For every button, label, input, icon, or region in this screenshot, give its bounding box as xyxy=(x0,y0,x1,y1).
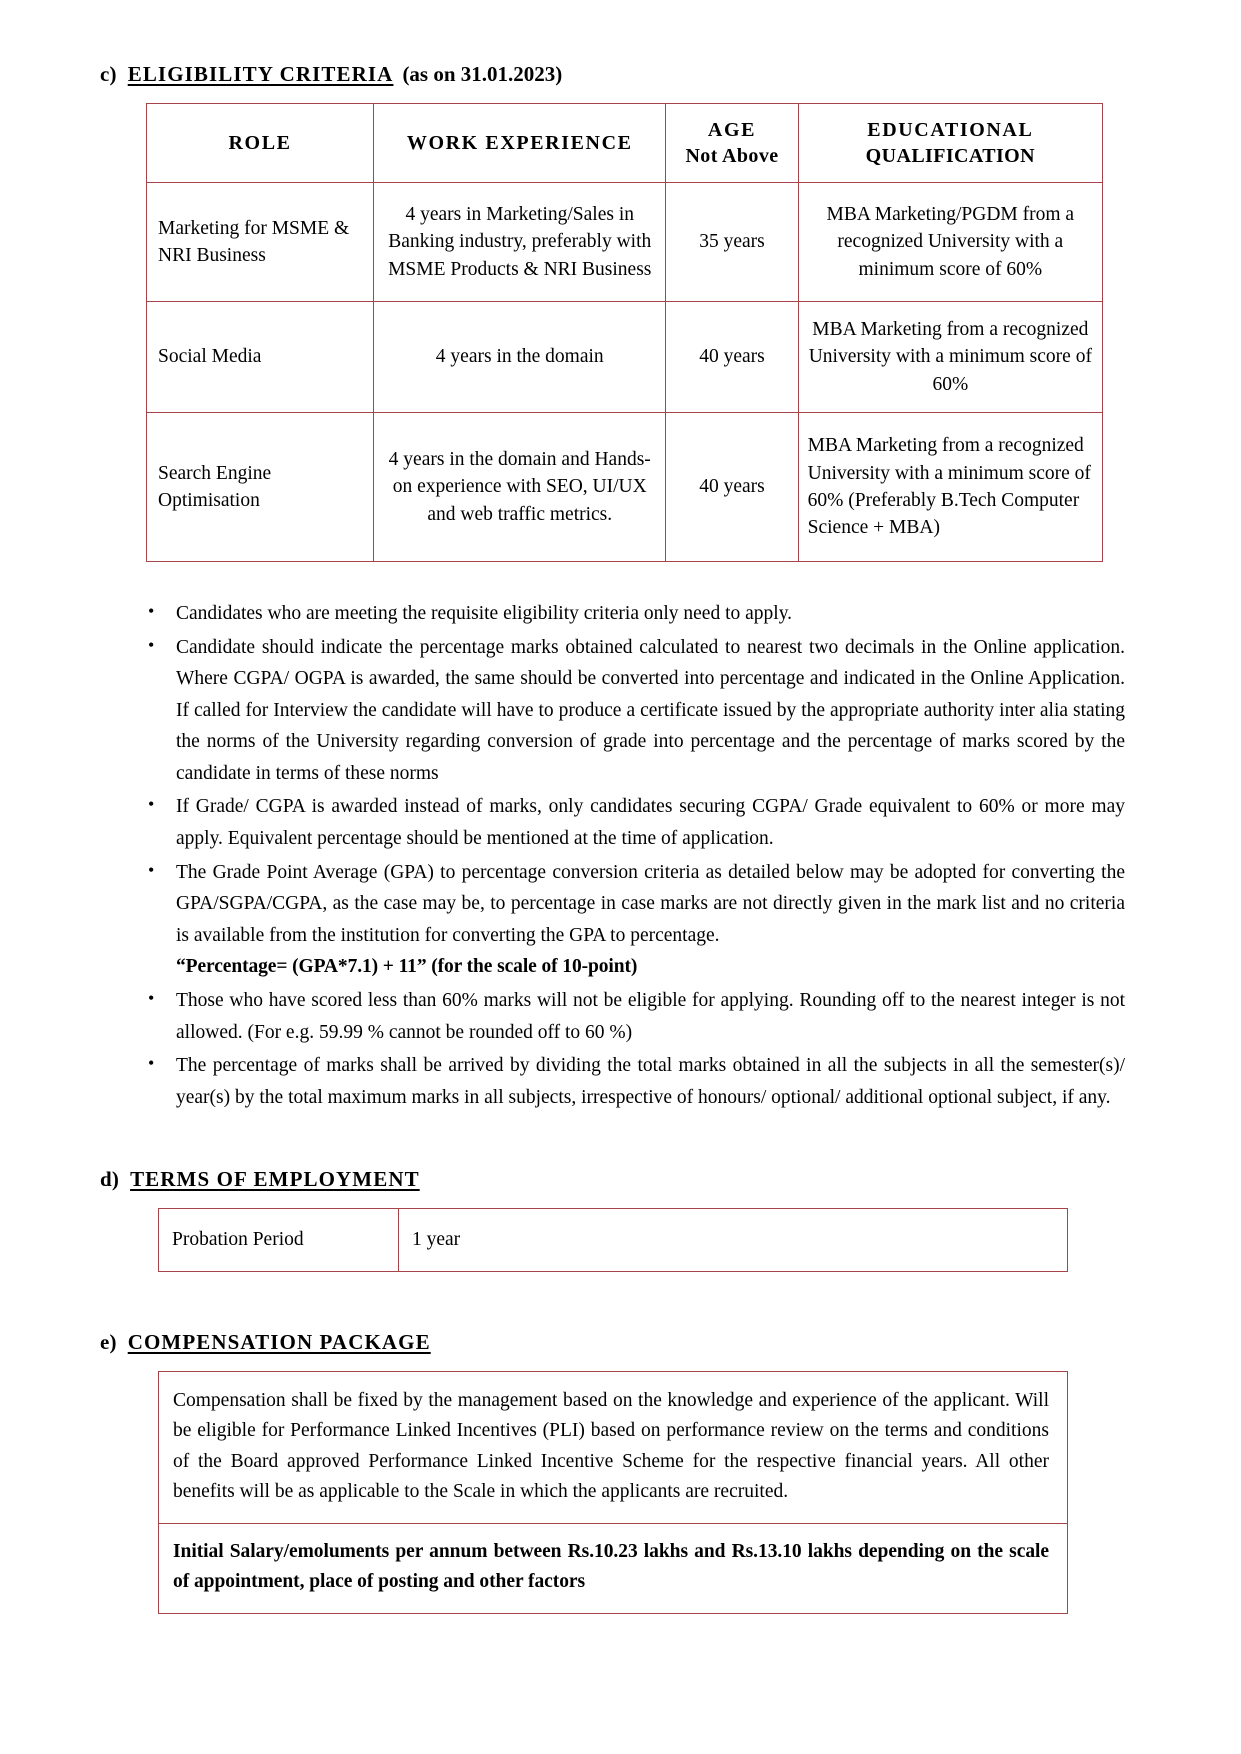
list-item-text: Those who have scored less than 60% marks will not be eligible for applying. Rounding off to the nearest integer is not allowed. (For e.g. 59.99 % cannot be rounded off to 60 %) xyxy=(176,989,1125,1043)
spacer xyxy=(100,1272,1141,1330)
list-item-text: The percentage of marks shall be arrived by dividing the total marks obtained in all the subjects in all the semester(s)/ year(s) by the total maximum marks in all subjects, irrespective of honours/ optional/ additional optional subject, if any. xyxy=(176,1055,1125,1108)
table-row xyxy=(147,413,1103,562)
list-item xyxy=(140,598,1125,630)
header-education xyxy=(798,104,1102,183)
cell-term-value: 1 year xyxy=(399,1209,1068,1272)
list-item-text: Candidate should indicate the percentage marks obtained calculated to nearest two decimals in the Online application. Where CGPA/ OGPA is awarded, the same should be converted into percentage and indicated in the Online Application. If called for Interview the candidate will have to produce a certificate issued by the appropriate authority inter alia stating the norms of the University regarding conversion of grade into percentage and the percentage of marks scored by the candidate in terms of these norms xyxy=(176,636,1125,784)
terms-heading xyxy=(100,1167,1141,1192)
table-header-row xyxy=(147,104,1103,183)
cell-initial-salary: Initial Salary/emoluments per annum between Rs.10.23 lakhs and Rs.13.10 lakhs depending on the scale of appointment, place of posting and other factors xyxy=(159,1524,1068,1613)
table-row xyxy=(159,1524,1068,1613)
cell-work-experience: 4 years in the domain and Hands-on experience with SEO, UI/UX and web traffic metrics. xyxy=(374,413,666,562)
list-item xyxy=(140,1050,1125,1113)
cell-age: 35 years xyxy=(666,183,798,302)
cell-role: Marketing for MSME & NRI Business xyxy=(147,183,374,302)
cell-education: MBA Marketing from a recognized University with a minimum score of 60% xyxy=(798,302,1102,413)
eligibility-criteria-table xyxy=(146,103,1103,562)
list-item-text: If Grade/ CGPA is awarded instead of marks, only candidates securing CGPA/ Grade equivalent to 60% or more may apply. Equivalent percentage should be mentioned at the time of application. xyxy=(176,796,1125,850)
cell-education: MBA Marketing from a recognized University with a minimum score of 60% (Preferably B.Tech Computer Science + MBA) xyxy=(798,413,1102,562)
list-item xyxy=(140,857,1125,983)
cell-age: 40 years xyxy=(666,302,798,413)
compensation-package-table xyxy=(158,1371,1068,1613)
list-item xyxy=(140,985,1125,1048)
eligibility-notes-list xyxy=(100,598,1141,1113)
terms-of-employment-table xyxy=(158,1208,1068,1272)
eligibility-section-letter: c) xyxy=(100,62,117,86)
list-item-text: The Grade Point Average (GPA) to percentage conversion criteria as detailed below may be adopted for converting the GPA/SGPA/CGPA, as the case may be, to percentage in case marks are not directly given in the mark list and no criteria is available from the institution for converting the GPA to percentage. xyxy=(176,861,1125,946)
cell-role: Social Media xyxy=(147,302,374,413)
compensation-section-letter: e) xyxy=(100,1330,117,1355)
compensation-section-title: COMPENSATION PACKAGE xyxy=(127,1330,431,1355)
cell-work-experience: 4 years in Marketing/Sales in Banking industry, preferably with MSME Products & NRI Business xyxy=(374,183,666,302)
header-age-sub: Not Above xyxy=(685,145,779,167)
cell-role: Search Engine Optimisation xyxy=(147,413,374,562)
cell-compensation-paragraph: Compensation shall be fixed by the management based on the knowledge and experience of the applicant. Will be eligible for Performance Linked Incentives (PLI) based on performance review on the terms and conditions of the Board approved Performance Linked Incentive Scheme for the respective financial years. All other benefits will be as applicable to the Scale in which the applicants are recruited. xyxy=(159,1372,1068,1524)
eligibility-section-title: ELIGIBILITY CRITERIA xyxy=(127,62,394,86)
cell-work-experience: 4 years in the domain xyxy=(374,302,666,413)
list-item xyxy=(140,632,1125,790)
gpa-conversion-formula: “Percentage= (GPA*7.1) + 11” (for the scale of 10-point) xyxy=(176,956,638,978)
spacer xyxy=(100,1115,1141,1167)
header-work-experience: WORK EXPERIENCE xyxy=(374,104,666,183)
table-row xyxy=(147,183,1103,302)
table-row xyxy=(147,302,1103,413)
table-row xyxy=(159,1209,1068,1272)
header-age xyxy=(666,104,798,183)
list-item xyxy=(140,791,1125,854)
eligibility-section-suffix: (as on 31.01.2023) xyxy=(402,62,563,86)
list-item-text: Candidates who are meeting the requisite eligibility criteria only need to apply. xyxy=(176,603,793,624)
header-education-line2: QUALIFICATION xyxy=(865,145,1035,167)
cell-education: MBA Marketing/PGDM from a recognized University with a minimum score of 60% xyxy=(798,183,1102,302)
compensation-heading xyxy=(100,1330,1141,1355)
terms-section-letter: d) xyxy=(100,1167,120,1192)
terms-section-title: TERMS OF EMPLOYMENT xyxy=(130,1167,420,1192)
cell-term-label: Probation Period xyxy=(159,1209,399,1272)
eligibility-heading xyxy=(100,62,1141,87)
header-education-line1: EDUCATIONAL xyxy=(867,118,1034,141)
cell-age: 40 years xyxy=(666,413,798,562)
header-role: ROLE xyxy=(147,104,374,183)
table-row xyxy=(159,1372,1068,1524)
header-age-main: AGE xyxy=(707,118,757,141)
